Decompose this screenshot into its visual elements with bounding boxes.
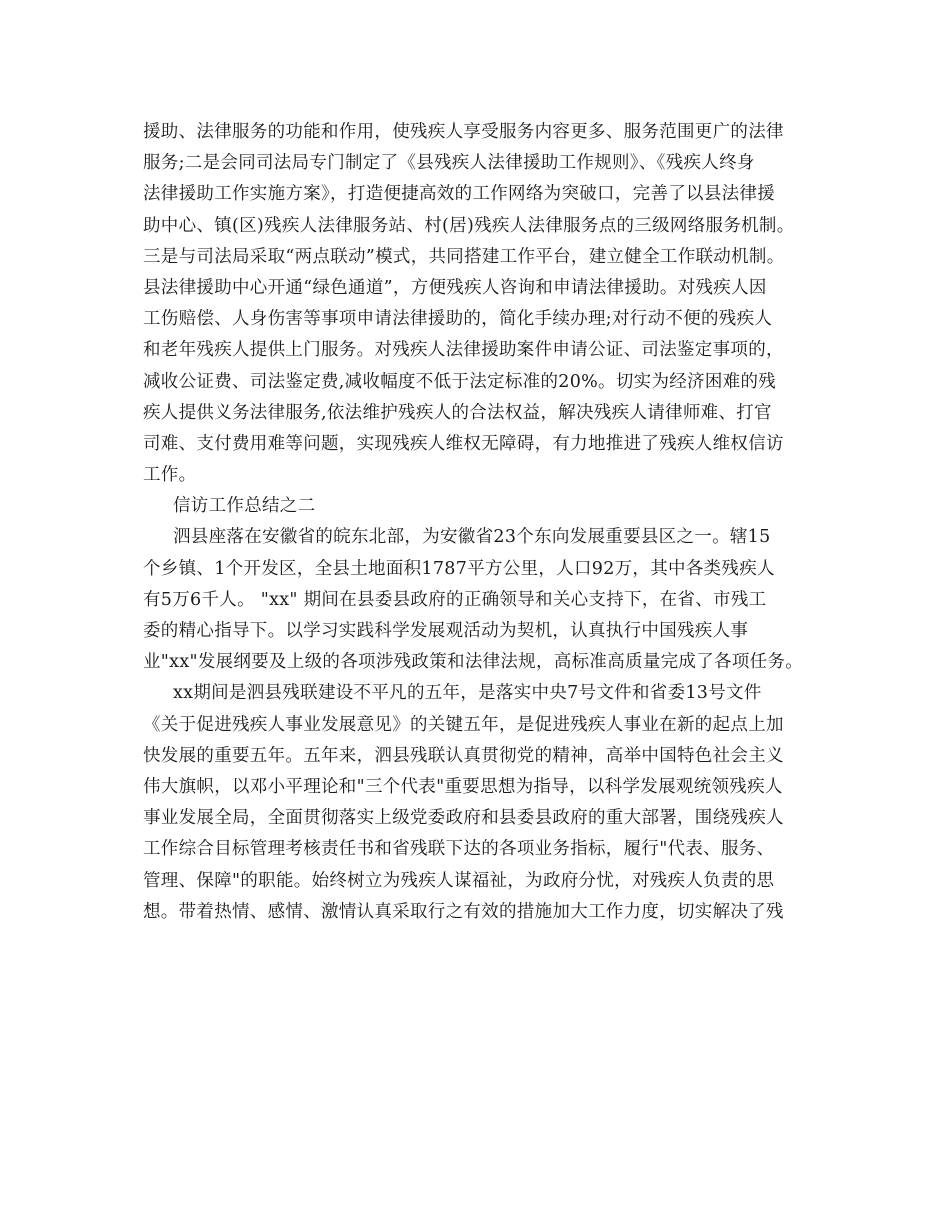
text-line: 委的精心指导下。以学习实践科学发展观活动为契机，认真执行中国残疾人事: [143, 621, 749, 641]
text-line: 和老年残疾人提供上门服务。对残疾人法律援助案件申请公证、司法鉴定事项的，: [143, 340, 784, 361]
text-line: 县法律援助中心开通“绿色通道”，方便残疾人咨询和申请法律援助。对残疾人因: [143, 277, 767, 298]
text-line: 个乡镇、1个开发区，全县土地面积1787平方公里，人口92万，其中各类残疾人: [143, 558, 775, 579]
text-line: 事业发展全局，全面贯彻落实上级党委政府和县委县政府的重大部署，围绕残疾人: [143, 808, 784, 829]
text-line: 服务;二是会同司法局专门制定了《县残疾人法律援助工作规则》、《残疾人终身: [143, 153, 755, 174]
text-line: 信访工作总结之二: [173, 496, 316, 517]
text-line: 法律援助工作实施方案》，打造便捷高效的工作网络为突破口，完善了以县法律援: [143, 184, 776, 205]
text-line: 司难、支付费用难等问题，实现残疾人维权无障碍，有力地推进了残疾人维权信访: [143, 433, 784, 454]
text-line: 管理、保障"的职能。始终树立为残疾人谋福祉，为政府分忧，对残疾人负责的思: [143, 870, 775, 891]
text-line: 援助、法律服务的功能和作用，使残疾人享受服务内容更多、服务范围更广的法律: [143, 122, 784, 142]
text-line: 想。带着热情、感情、激情认真采取行之有效的措施加大工作力度，切实解决了残: [143, 901, 784, 922]
text-line: 有5万6千人。 "xx" 期间在县委县政府的正确领导和关心支持下，在省、市残工: [143, 589, 767, 610]
document-body: [143, 117, 823, 928]
text-line: 三是与司法局采取“两点联动”模式，共同搭建工作平台，建立健全工作联动机制。: [143, 246, 785, 267]
text-line: 业"xx"发展纲要及上级的各项涉残政策和法律法规，高标准高质量完成了各项任务。: [143, 652, 804, 673]
text-line: 《关于促进残疾人事业发展意见》的关键五年，是促进残疾人事业在新的起点上加: [143, 714, 784, 735]
text-line: 泗县座落在安徽省的皖东北部，为安徽省23个东向发展重要县区之一。辖15: [173, 527, 771, 548]
text-line: 伟大旗帜，以邓小平理论和"三个代表"重要思想为指导，以科学发展观统领残疾人: [143, 776, 783, 797]
text-line: 减收公证费、司法鉴定费,减收幅度不低于法定标准的20%。切实为经济困难的残: [143, 371, 777, 392]
text-line: 工伤赔偿、人身伤害等事项申请法律援助的，简化手续办理;对行动不便的残疾人: [143, 309, 773, 330]
text-line: 工作综合目标管理考核责任书和省残联下达的各项业务指标，履行"代表、服务、: [143, 839, 775, 860]
text-line: 助中心、镇(区)残疾人法律服务站、村(居)残疾人法律服务点的三级网络服务机制。: [143, 215, 795, 236]
text-line: xx期间是泗县残联建设不平凡的五年，是落实中央7号文件和省委13号文件: [173, 683, 762, 704]
text-line: 工作。: [143, 465, 197, 486]
text-line: 疾人提供义务法律服务,依法维护残疾人的合法权益，解决残疾人请律师难、打官: [143, 402, 772, 423]
text-line: 快发展的重要五年。五年来，泗县残联认真贯彻党的精神，高举中国特色社会主义: [143, 745, 784, 766]
